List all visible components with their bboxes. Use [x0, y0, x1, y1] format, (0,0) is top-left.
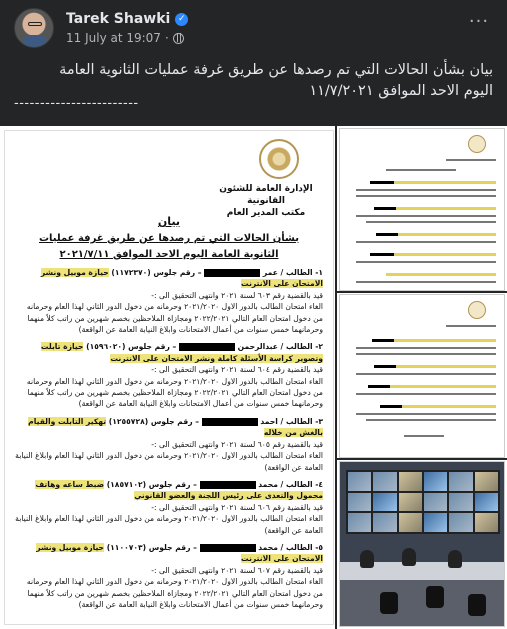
case-seat: – رقم جلوس (١١٧٢٣٧٠): [111, 268, 202, 277]
document-image-thumb-1[interactable]: [339, 128, 505, 291]
case-seat: – رقم جلوس (١٨٥٧١٠٢): [106, 479, 197, 489]
case-body1: قيد بالقضية رقم ٦٠٧ لسنة ٢٠٢١ وانتهى التحقيق الى :-: [151, 565, 323, 575]
media-divider: [337, 458, 507, 460]
chair: [380, 592, 398, 614]
case-head: ١- الطالب / عمر: [262, 268, 323, 277]
case-head: ٣- الطالب / احمد: [260, 416, 323, 426]
media-divider: [335, 126, 337, 629]
case-head: ٤- الطالب / محمد: [258, 479, 323, 489]
case-seat: – رقم جلوس (١١٠٠٧٠٣): [106, 542, 197, 552]
ministry-seal-icon: [259, 139, 299, 179]
control-room-photo[interactable]: [339, 461, 505, 627]
author-name[interactable]: Tarek Shawki: [66, 11, 171, 27]
case-item: [15, 542, 323, 610]
document-page: [5, 131, 333, 624]
case-item: [15, 267, 323, 335]
case-body1: قيد بالقضية رقم ٦٠٦ لسنة ٢٠٢١ وانتهى التحقيق الى :-: [151, 502, 323, 512]
case-seat: – رقم جلوس (١٥٩٦٠٢٠): [86, 342, 177, 352]
case-highlight: حيازة تابلت وتصوير كراسة الأسئلة كاملة ونشر الامتحان على الانترنت: [40, 342, 323, 363]
redaction-bar: [200, 544, 256, 552]
case-highlight: ضبط ساعه وهاتف محمول والتعدى على رئيس اللجنة والعضو القانوني: [35, 479, 323, 501]
post-header: [14, 8, 499, 52]
redaction-bar: [204, 269, 260, 277]
case-body2: الغاء امتحان الطالب بالدور الاول ٢٠٢١/٢٠٢٠ وحرمانه من دخول الدور الثاني لهذا العام وحرمانه من دخول امتحان العام التالي ٢٠٢٢/٢٠٢١ ومجازاة الملاحظين بخصم شهرين من راتب كلاً منهما وحرمانهما خمس سنوات من أعمال الامتحانات وابلاغ النيابة العامة عن الواقعة): [26, 376, 323, 409]
operator-person: [402, 548, 416, 566]
post-timestamp[interactable]: 11 July at 19:07: [66, 31, 161, 45]
redaction-bar: [179, 343, 235, 351]
case-head: ٢- الطالب / عبدالرحمن: [237, 342, 323, 352]
ministry-line1: الإدارة العامة للشئون القانونية: [219, 184, 313, 206]
control-room-scene: [340, 462, 504, 626]
case-highlight: حيازة موبيل ونشر الامتحان على الانترنت: [36, 542, 323, 564]
mini-document: [340, 295, 504, 457]
globe-icon[interactable]: [173, 33, 184, 44]
media-divider: [337, 291, 507, 293]
case-body2: الغاء امتحان الطالب بالدور الاول ٢٠٢١/٢٠٢٠ وحرمانه من دخول الدور الثاني لهذا العام وابلاغ النيابة العامة عن الواقعة): [15, 451, 323, 472]
avatar-shirt: [23, 35, 47, 48]
redaction-bar: [202, 418, 258, 426]
post-text-line2: اليوم الاحد الموافق ١١/٧/٢٠٢١: [309, 83, 493, 99]
document-title: بيان: [157, 215, 181, 228]
author-avatar[interactable]: [14, 8, 54, 48]
case-body1: قيد بالقضية رقم ٦٠٥ لسنة ٢٠٢١ وانتهى التحقيق الى :-: [151, 439, 323, 449]
mini-document: [340, 129, 504, 290]
case-highlight: تهكير التابلت والقيام بالغش من خلاله: [28, 416, 323, 438]
chair: [426, 586, 444, 608]
document-subtitle: بشأن الحالات التي تم رصدها عن طريق غرفة عمليات: [39, 233, 299, 244]
chair: [468, 594, 486, 616]
case-highlight: حيازة موبيل ونشر الامتحان على الانترنت: [40, 268, 323, 289]
document-subtitle-2: الثانوية العامة اليوم الاحد الموافق ٢٠٢١/٧/١١: [59, 249, 279, 260]
video-wall: [346, 470, 500, 534]
case-body2: الغاء امتحان الطالب بالدور الاول ٢٠٢١/٢٠٢٠ وحرمانه من دخول الدور الثاني لهذا العام وحرمانه من دخول امتحان العام التالي ٢٠٢٢/٢٠٢١ ومجازاة الملاحظين بخصم شهرين من راتب كلاً منهما وحرمانهما خمس سنوات من أعمال الامتحانات وابلاغ النيابة العامة عن الواقعة): [26, 577, 323, 609]
meta-dot: ·: [164, 31, 169, 45]
case-body2: الغاء امتحان الطالب بالدور الاول ٢٠٢١/٢٠٢٠ وحرمانه من دخول الدور الثاني لهذا العام وابلاغ النيابة العامة عن الواقعة): [15, 514, 323, 535]
post-separator: ------------------------: [14, 96, 139, 111]
redaction-bar: [200, 481, 256, 489]
case-head: ٥- الطالب / محمد: [258, 542, 323, 552]
operator-person: [448, 550, 462, 568]
case-body1: قيد بالقضية رقم ٦٠٣ لسنة ٢٠٢١ وانتهى التحقيق الى :-: [151, 290, 323, 300]
case-item: [15, 479, 323, 536]
post-text-line1: بيان بشأن الحالات التي تم رصدها عن طريق غرفة عمليات الثانوية العامة: [59, 62, 493, 78]
author-name-row: [66, 11, 188, 27]
case-body1: قيد بالقضية رقم ٦٠٤ لسنة ٢٠٢١ وانتهى التحقيق الى :-: [151, 365, 323, 375]
avatar-glasses: [28, 22, 42, 26]
case-item: [15, 341, 323, 409]
post-meta: [66, 31, 184, 45]
case-body2: الغاء امتحان الطالب بالدور الاول ٢٠٢١/٢٠٢٠ وحرمانه من دخول الدور الثاني لهذا العام وحرمانه من دخول امتحان العام التالي ٢٠٢٢/٢٠٢١ ومجازاة الملاحظين بخصم شهرين من راتب كلاً منهما وحرمانهما خمس سنوات من أعمال الامتحانات وابلاغ النيابة العامة عن الواقعة): [26, 302, 323, 335]
ministry-header: [211, 183, 321, 219]
more-options-icon[interactable]: ···: [468, 11, 490, 32]
case-item: [15, 416, 323, 473]
mini-seal-icon: [468, 301, 486, 319]
verified-badge-icon: ✓: [175, 13, 188, 26]
document-image-thumb-2[interactable]: [339, 294, 505, 458]
ministry-line2: مكتب المدير العام: [226, 208, 306, 218]
document-image-main[interactable]: [4, 130, 334, 625]
case-list: [15, 267, 323, 616]
case-seat: – رقم جلوس (١٢٥٥٧٢٨): [108, 416, 200, 426]
mini-seal-icon: [468, 135, 486, 153]
media-grid: [0, 126, 507, 629]
operator-person: [360, 550, 374, 568]
